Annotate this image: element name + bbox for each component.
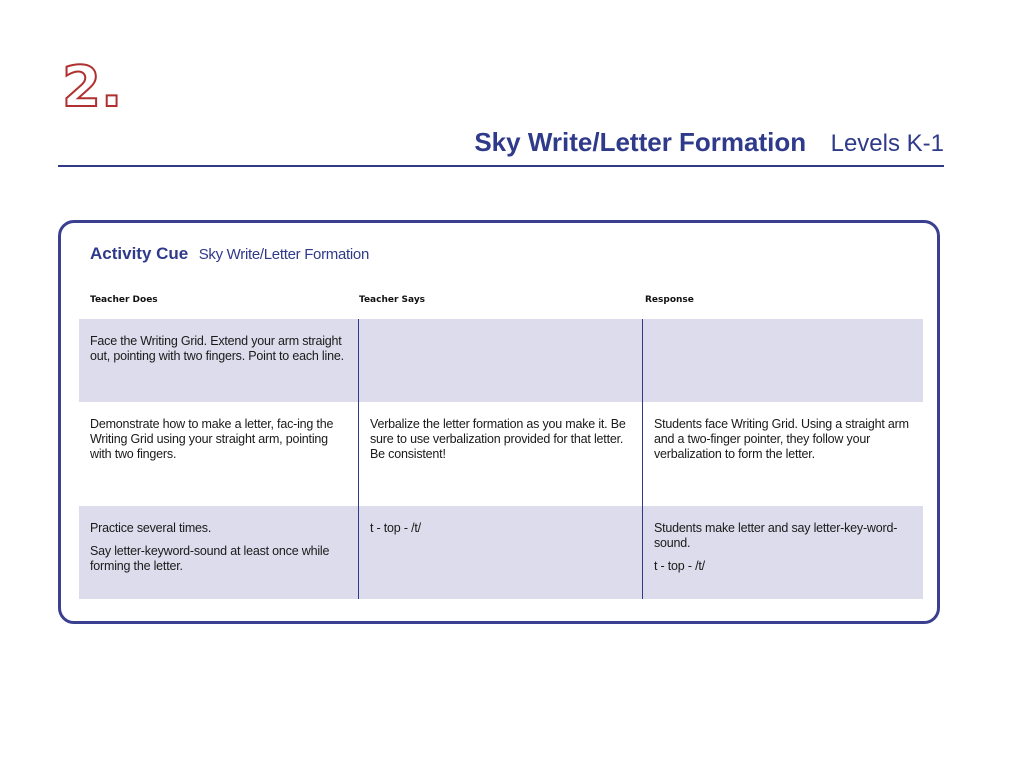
column-header-teacher-says: Teacher Says	[359, 295, 426, 305]
cell-text: Demonstrate how to make a letter, fac-ing the Writing Grid using your straight arm, pointing with two fingers.	[90, 417, 334, 461]
table-row	[79, 319, 923, 402]
column-header-teacher-does: Teacher Does	[90, 295, 158, 305]
activity-cue-label: Activity Cue	[90, 244, 189, 263]
page-title: Sky Write/Letter Formation	[474, 127, 807, 157]
table-row	[79, 506, 923, 599]
cell-text: Practice several times.	[90, 521, 212, 535]
column-header-response: Response	[645, 295, 694, 305]
cell-text: t - top - /t/	[370, 521, 421, 535]
cell-text: Students make letter and say letter-key-word-sound.	[654, 521, 898, 550]
cell-teacher-says	[358, 402, 642, 506]
cell-text: Verbalize the letter formation as you make it. Be sure to use verbalization provided for that letter. Be consistent!	[370, 417, 626, 461]
cell-text: Students face Writing Grid. Using a straight arm and a two-finger pointer, they follow your verbalization to form the letter.	[654, 417, 909, 461]
cell-teacher-does	[79, 506, 358, 599]
cell-teacher-says	[358, 506, 642, 599]
activity-cue-heading	[90, 244, 369, 264]
activity-cue-box	[58, 220, 940, 624]
cell-text: t - top - /t/	[654, 559, 705, 573]
page-header	[0, 127, 944, 158]
slide-number: 2.	[62, 55, 123, 120]
header-divider	[58, 165, 944, 167]
cell-teacher-does	[79, 319, 358, 402]
cell-teacher-says	[358, 319, 642, 402]
cell-response	[642, 319, 923, 402]
cell-teacher-does	[79, 402, 358, 506]
activity-table	[79, 319, 923, 599]
cell-text: Say letter-keyword-sound at least once while forming the letter.	[90, 544, 330, 573]
activity-cue-subtitle: Sky Write/Letter Formation	[198, 246, 370, 263]
level-label: Levels K-1	[830, 130, 944, 157]
cell-response	[642, 402, 923, 506]
table-row	[79, 402, 923, 506]
cell-response	[642, 506, 923, 599]
cell-text: Face the Writing Grid. Extend your arm straight out, pointing with two fingers. Point to each line.	[90, 334, 344, 363]
